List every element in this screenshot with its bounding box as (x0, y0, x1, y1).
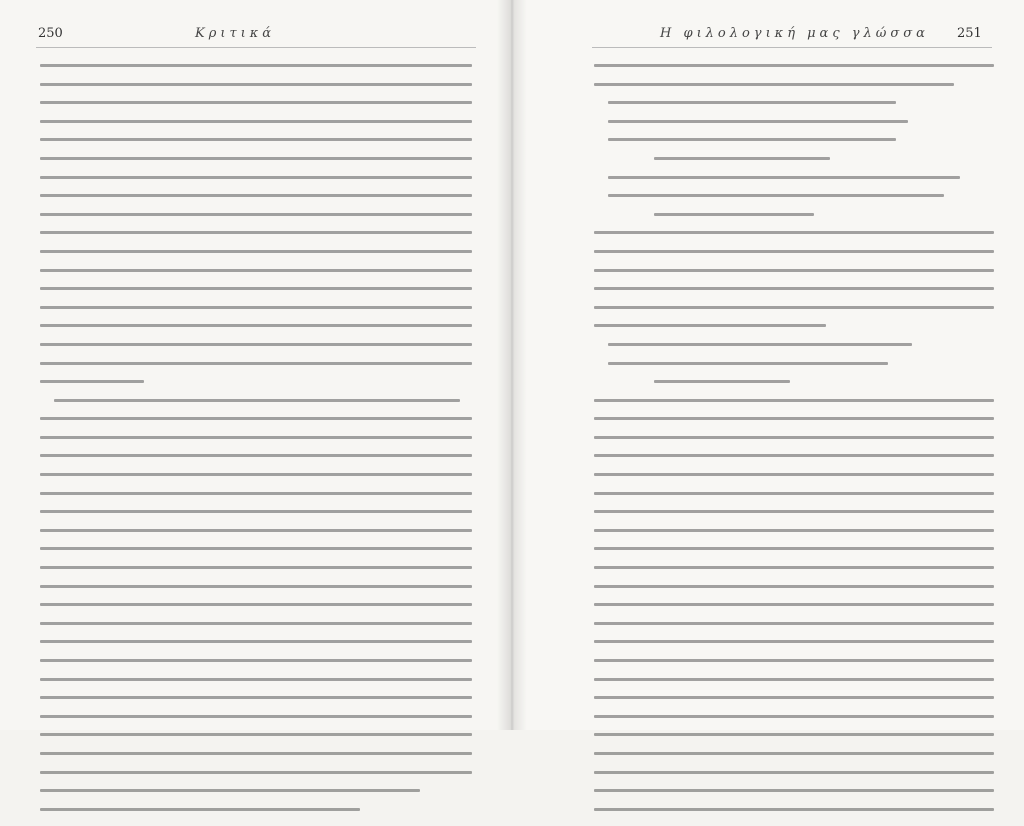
text-line (608, 362, 888, 365)
text-line (40, 213, 472, 216)
text-line (40, 436, 472, 439)
text-line (608, 194, 944, 197)
text-line (594, 808, 994, 811)
text-line (40, 473, 472, 476)
text-line (608, 101, 896, 104)
text-line (654, 157, 830, 160)
text-line (594, 250, 994, 253)
text-line (40, 64, 472, 67)
page-text-lines (594, 64, 994, 826)
page-number: 251 (957, 26, 982, 41)
text-line (40, 622, 472, 625)
text-line (594, 733, 994, 736)
text-line (54, 399, 460, 402)
book-gutter (497, 0, 527, 730)
text-line (40, 659, 472, 662)
text-line (608, 343, 912, 346)
text-line (40, 343, 472, 346)
text-line (40, 640, 472, 643)
text-line (40, 510, 472, 513)
text-line (40, 566, 472, 569)
text-line (40, 324, 472, 327)
text-line (40, 362, 472, 365)
page-text-lines (40, 64, 472, 826)
text-line (594, 771, 994, 774)
page-number: 250 (38, 26, 63, 41)
text-line (40, 101, 472, 104)
text-line (40, 808, 360, 811)
text-line (40, 176, 472, 179)
header-rule (592, 47, 992, 48)
text-line (594, 324, 826, 327)
text-line (608, 120, 908, 123)
right-page (512, 0, 1024, 730)
text-line (40, 306, 472, 309)
text-line (594, 659, 994, 662)
text-line (594, 789, 994, 792)
text-line (654, 213, 814, 216)
text-line (40, 120, 472, 123)
text-line (40, 585, 472, 588)
text-line (594, 678, 994, 681)
text-line (594, 696, 994, 699)
text-line (40, 287, 472, 290)
text-line (594, 436, 994, 439)
text-line (594, 473, 994, 476)
text-line (594, 640, 994, 643)
text-line (40, 547, 472, 550)
text-line (40, 194, 472, 197)
text-line (654, 380, 790, 383)
text-line (40, 157, 472, 160)
text-line (594, 83, 954, 86)
text-line (40, 250, 472, 253)
text-line (40, 696, 472, 699)
text-line (40, 454, 472, 457)
text-line (594, 306, 994, 309)
text-line (594, 510, 994, 513)
text-line (594, 603, 994, 606)
text-line (40, 231, 472, 234)
text-line (594, 454, 994, 457)
text-line (40, 417, 472, 420)
text-line (40, 603, 472, 606)
text-line (594, 417, 994, 420)
text-line (594, 715, 994, 718)
text-line (594, 585, 994, 588)
text-line (594, 752, 994, 755)
running-head: Η φιλολογική μας γλώσσα (660, 26, 929, 41)
text-line (40, 269, 472, 272)
text-line (40, 492, 472, 495)
text-line (40, 733, 472, 736)
text-line (594, 622, 994, 625)
text-line (594, 566, 994, 569)
text-line (608, 176, 960, 179)
text-line (594, 287, 994, 290)
text-line (40, 715, 472, 718)
text-line (40, 380, 144, 383)
text-line (40, 138, 472, 141)
left-page (0, 0, 512, 730)
text-line (40, 83, 472, 86)
text-line (40, 771, 472, 774)
text-line (594, 269, 994, 272)
text-line (594, 547, 994, 550)
running-head: Κριτικά (195, 26, 276, 41)
text-line (594, 492, 994, 495)
text-line (40, 752, 472, 755)
text-line (608, 138, 896, 141)
text-line (40, 789, 420, 792)
text-line (40, 678, 472, 681)
text-line (594, 399, 994, 402)
text-line (594, 529, 994, 532)
text-line (594, 64, 994, 67)
text-line (594, 231, 994, 234)
header-rule (36, 47, 476, 48)
text-line (40, 529, 472, 532)
